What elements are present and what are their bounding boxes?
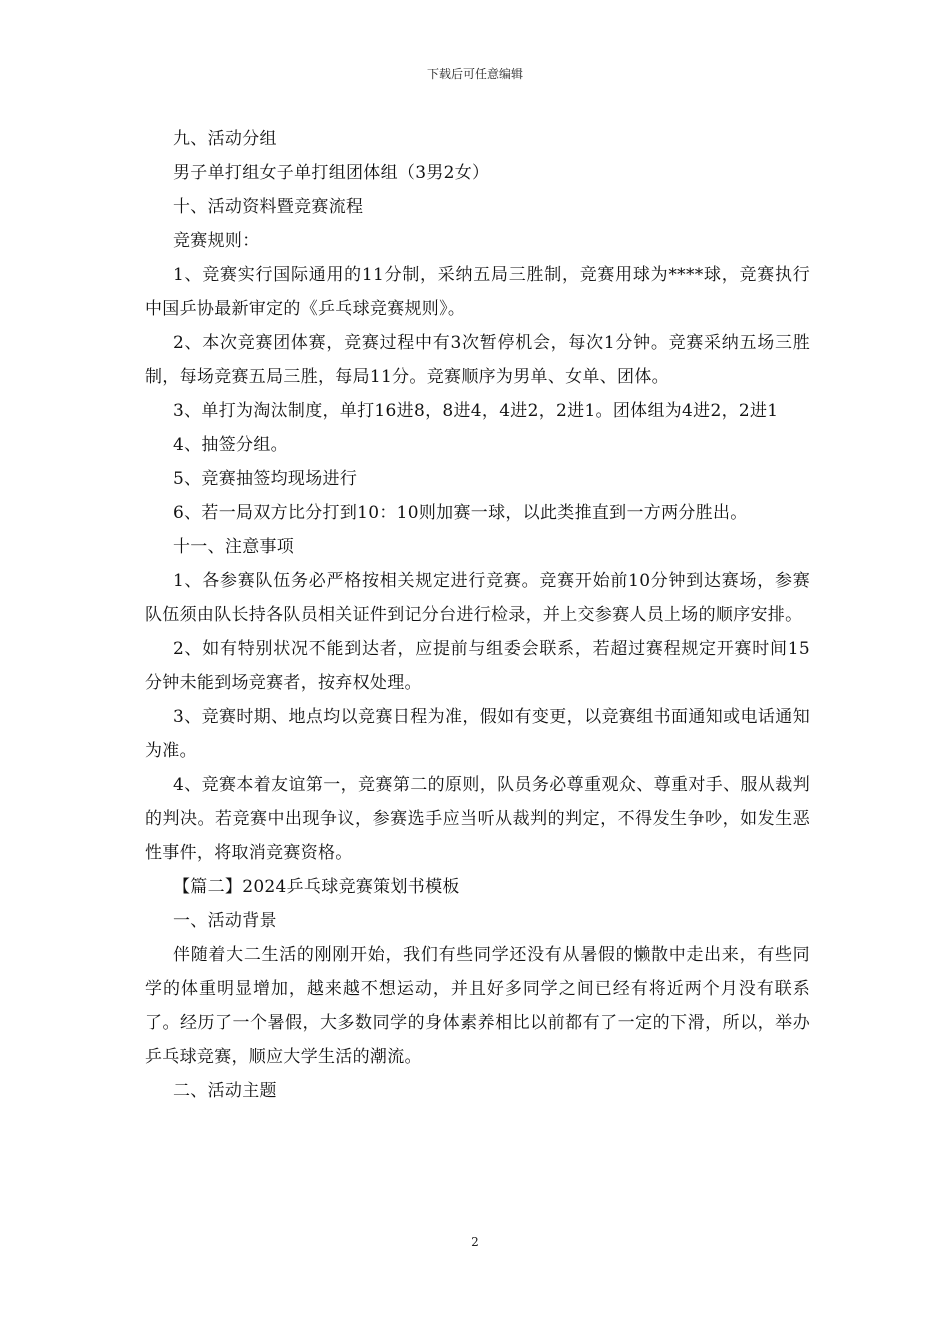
- paragraph: 2、本次竞赛团体赛，竞赛过程中有3次暂停机会，每次1分钟。竞赛采纳五场三胜制，每场竞赛五局三胜，每局11分。竞赛顺序为男单、女单、团体。: [145, 333, 810, 387]
- paragraph: 男子单打组女子单打组团体组（3男2女）: [173, 163, 490, 183]
- subheading-rules: 竞赛规则：: [173, 231, 260, 251]
- document-body: [145, 122, 810, 1108]
- paragraph: 4、抽签分组。: [173, 435, 288, 455]
- paragraph: 3、单打为淘汰制度，单打16进8，8进4，4进2，2进1。团体组为4进2，2进1: [173, 401, 779, 421]
- paragraph: 4、竞赛本着友谊第一，竞赛第二的原则，队员务必尊重观众、尊重对手、服从裁判的判决。若竞赛中出现争议，参赛选手应当听从裁判的判定，不得发生争吵，如发生恶性事件，将取消竞赛资格。: [145, 775, 810, 863]
- paragraph: 1、各参赛队伍务必严格按相关规定进行竞赛。竞赛开始前10分钟到达赛场，参赛队伍须由队长持各队员相关证件到记分台进行检录，并上交参赛人员上场的顺序安排。: [145, 571, 810, 625]
- section-heading-grouping: 九、活动分组: [173, 129, 277, 149]
- paragraph: 1、竞赛实行国际通用的11分制，采纳五局三胜制，竞赛用球为****球，竞赛执行中国乒协最新审定的《乒乓球竞赛规则》。: [145, 265, 810, 319]
- section-heading-background: 一、活动背景: [173, 911, 277, 931]
- paragraph: 3、竞赛时期、地点均以竞赛日程为准，假如有变更，以竞赛组书面通知或电话通知为准。: [145, 707, 810, 761]
- section-heading-notes: 十一、注意事项: [173, 537, 295, 557]
- section-heading-theme: 二、活动主题: [173, 1081, 277, 1101]
- section-heading-content-process: 十、活动资料暨竞赛流程: [173, 197, 364, 217]
- paragraph: 6、若一局双方比分打到10：10则加赛一球，以此类推直到一方两分胜出。: [173, 503, 748, 523]
- page-header-note: 下载后可任意编辑: [426, 67, 523, 81]
- paragraph: 5、竞赛抽签均现场进行: [173, 469, 358, 489]
- paragraph: 伴随着大二生活的刚刚开始，我们有些同学还没有从暑假的懒散中走出来，有些同学的体重明显增加，越来越不想运动，并且好多同学之间已经有将近两个月没有联系了。经历了一个暑假，大多数同学的身体素养相比以前都有了一定的下滑，所以，举办乒乓球竞赛，顺应大学生活的潮流。: [145, 945, 810, 1067]
- paragraph: 2、如有特别状况不能到达者，应提前与组委会联系，若超过赛程规定开赛时间15分钟未能到场竞赛者，按弃权处理。: [145, 639, 810, 693]
- article-title-part-two: 【篇二】2024乒乓球竞赛策划书模板: [173, 877, 460, 897]
- page-number: 2: [471, 1235, 479, 1249]
